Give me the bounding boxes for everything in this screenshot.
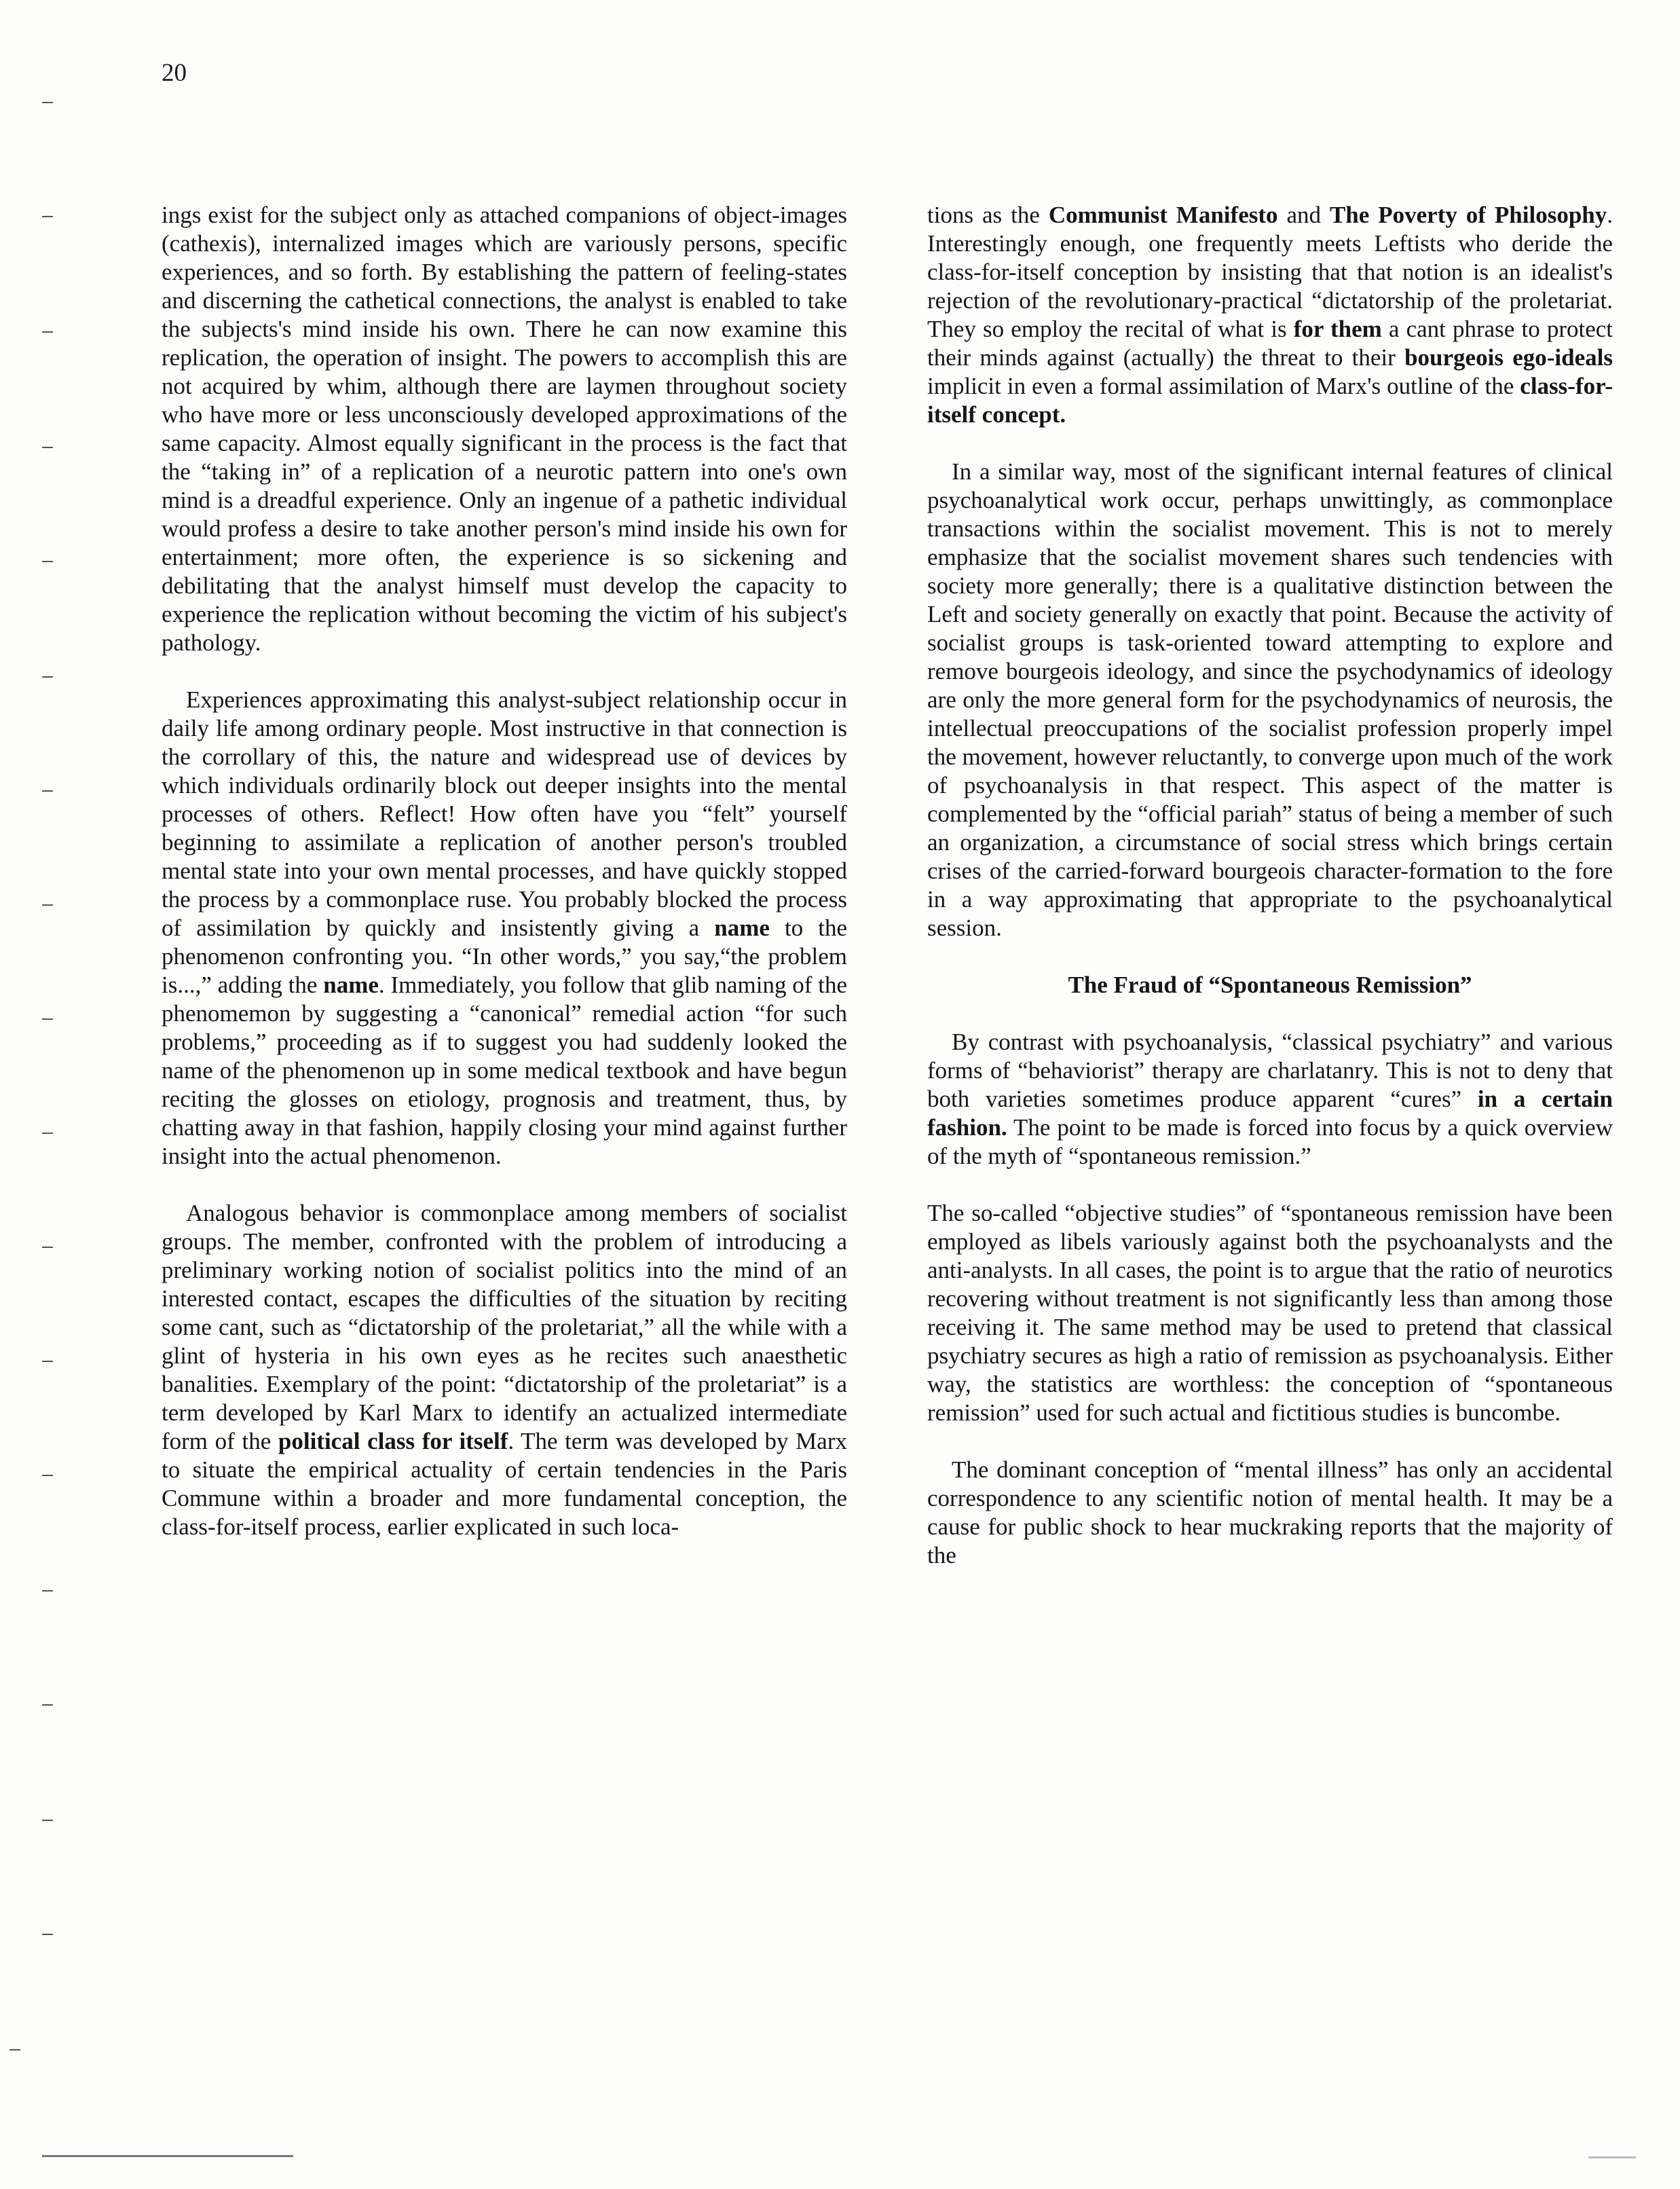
margin-tick [42, 1361, 53, 1362]
margin-tick [42, 904, 53, 906]
page-number: 20 [162, 59, 187, 87]
scan-edge-line [42, 2155, 293, 2157]
paragraph: Experiences approximating this analyst-subject relationship occur in daily life among ordinary people. Most instructive in that connection is the corrollary of this, the nature and widespread use of devices by which individuals ordinarily block out deeper insights into the mental processes of others. Reflect! How often have you “felt” yourself beginning to assimilate a replication of another person's troubled mental state into your own mental processes, and have quickly stopped the process by a commonplace ruse. You probably blocked the process of assimilation by quickly and insistently giving a name to the phenomenon confronting you. “In other words,” you say,“the problem is...,” adding the name. Immediately, you follow that glib naming of the phenomemon by suggesting a “canonical” remedial action “for such problems,” proceeding as if to suggest you had suddenly looked the name of the phenomenon up in some medical textbook and have begun reciting the glosses on etiology, prognosis and treatment, thus, by chatting away in that fashion, happily closing your mind against further insight into the actual phenomenon. [162, 686, 848, 1169]
margin-tick [42, 331, 53, 333]
margin-tick [42, 1018, 53, 1020]
margin-tick [42, 1820, 53, 1821]
section-heading: The Fraud of “Spontaneous Remission” [1068, 972, 1472, 998]
margin-tick [42, 1475, 53, 1476]
paragraph: Analogous behavior is commonplace among members of socialist groups. The member, confronted with the problem of introducing a preliminary working notion of socialist politics into the mind of an interested contact, escapes the difficulties of the situation by reciting some cant, such as “dictatorship of the proletariat,” all the while with a glint of hysteria in his own eyes as he recites such anaesthetic banalities. Exemplary of the point: “dictatorship of the proletariat” is a term developed by Karl Marx to identify an actualized intermediate form of the political class for itself. The term was developed by Marx to situate the empirical actuality of certain tendencies in the Paris Commune within a broader and more fundamental conception, the class-for-itself process, earlier explicated in such loca- [162, 1200, 847, 1540]
margin-tick [42, 447, 53, 448]
margin-tick [42, 1704, 53, 1706]
margin-tick [42, 216, 53, 217]
margin-tick [10, 2049, 20, 2050]
margin-tick [42, 1590, 53, 1592]
paragraph: tions as the Communist Manifesto and The Poverty of Philosophy. Interestingly enough, one frequently meets Leftists who deride the class-for-itself conception by insisting that that notion is an idealist's rejection of the revolutionary-practical “dictatorship of the proletariat. They so employ the recital of what is for them a cant phrase to protect their minds against (actually) the threat to their bourgeois ego-ideals implicit in even a formal assimilation of Marx's outline of the class-for-itself concept. [927, 202, 1613, 428]
margin-tick [42, 676, 53, 678]
margin-tick [42, 561, 53, 562]
paragraph: ings exist for the subject only as attached companions of object-images (cathexis), internalized images which are variously persons, specific experiences, and so forth. By establishing the pattern of feeling-states and discerning the cathetical connections, the analyst is enabled to take the subjects's mind inside his own. There he can now examine this replication, the operation of insight. The powers to accomplish this are not acquired by whim, although there are laymen throughout society who have more or less unconsciously developed approximations of the same capacity. Almost equally significant in the process is the fact that the “taking in” of a replication of a neurotic pattern into one's own mind is a dreadful experience. Only an ingenue of a pathetic individual would profess a desire to take another person's mind inside his own for entertainment; more often, the experience is so sickening and debilitating that the analyst himself must develop the capacity to experience the replication without becoming the victim of his subject's pathology. [162, 202, 847, 656]
margin-tick [42, 790, 53, 792]
right-column [927, 201, 1613, 1598]
paragraph: The dominant conception of “mental illness” has only an accidental correspondence to any scientific notion of mental health. It may be a cause for public shock to hear muckraking reports that the majority of the [927, 1456, 1613, 1568]
margin-tick [42, 1934, 53, 1935]
margin-tick [42, 1133, 53, 1134]
scan-edge-line [1588, 2156, 1636, 2158]
paragraph: In a similar way, most of the significant internal features of clinical psychoanalytical work occur, perhaps unwittingly, as commonplace transactions within the socialist movement. This is not to merely emphasize that the socialist movement shares such tendencies with society more generally; there is a qualitative distinction between the Left and society generally on exactly that point. Because the activity of socialist groups is task-oriented toward attempting to explore and remove bourgeois ideology, and since the psychodynamics of ideology are only the more general form for the psychodynamics of neurosis, the intellectual preoccupations of the socialist profession properly impel the movement, however reluctantly, to converge upon much of the work of psychoanalysis in that respect. This aspect of the matter is complemented by the “official pariah” status of being a member of such an organization, a circumstance of social stress which brings certain crises of the carried-forward bourgeois character-formation to the fore in a way approximating that appropriate to the psychoanalytical session. [927, 458, 1613, 941]
margin-tick [42, 1247, 53, 1248]
left-column [162, 201, 847, 1570]
paragraph: The so-called “objective studies” of “spontaneous remission have been employed as libels variously against both the psychoanalysts and the anti-analysts. In all cases, the point is to argue that the ratio of neurotics recovering without treatment is not significantly less than among those receiving it. The same method may be used to pretend that classical psychiatry secures as high a ratio of remission as psychoanalysis. Either way, the statistics are worthless: the conception of “spontaneous remission” used for such actual and fictitious studies is buncombe. [927, 1200, 1613, 1426]
paragraph: By contrast with psychoanalysis, “classical psychiatry” and various forms of “behaviorist” therapy are charlatanry. This is not to deny that both varieties sometimes produce apparent “cures” in a certain fashion. The point to be made is forced into focus by a quick overview of the myth of “spontaneous remission.” [927, 1029, 1613, 1169]
margin-tick [42, 102, 53, 103]
